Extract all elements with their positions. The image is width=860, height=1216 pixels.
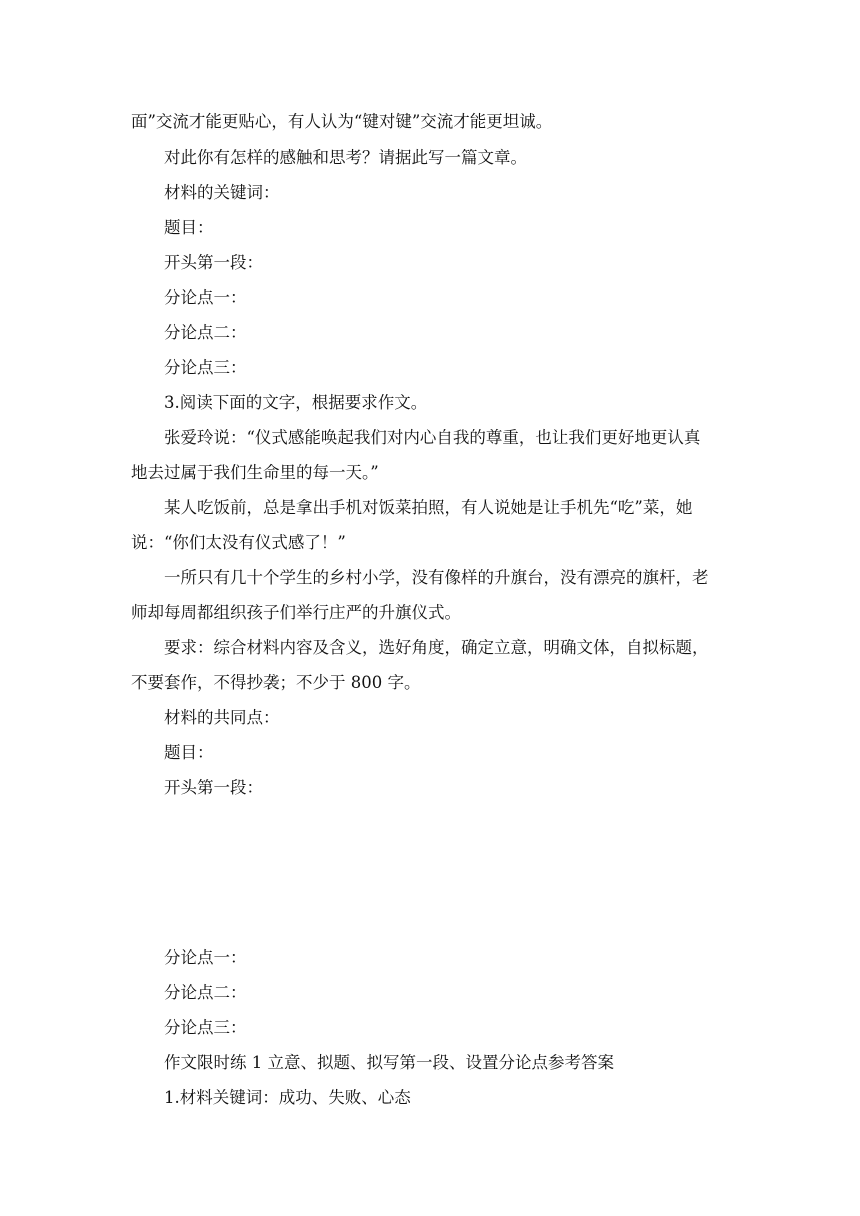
field-opening: 开头第一段： bbox=[164, 253, 263, 272]
text-line-continuation: 面”交流才能更贴心，有人认为“键对键”交流才能更坦诚。 bbox=[131, 112, 553, 131]
field-point-one: 分论点一： bbox=[164, 288, 247, 307]
prompt-question: 对此你有怎样的感触和思考？请据此写一篇文章。 bbox=[164, 148, 527, 167]
material-quote-cont: 地去过属于我们生命里的每一天。” bbox=[131, 463, 379, 482]
field-point-one-2: 分论点一： bbox=[164, 948, 247, 967]
field-point-three: 分论点三： bbox=[164, 358, 247, 377]
field-keywords: 材料的关键词： bbox=[164, 183, 280, 202]
material-school-cont: 师却每周都组织孩子们举行庄严的升旗仪式。 bbox=[131, 603, 461, 622]
field-point-three-2: 分论点三： bbox=[164, 1018, 247, 1037]
material-quote: 张爱玲说：“仪式感能唤起我们对内心自我的尊重，也让我们更好地更认真 bbox=[164, 428, 701, 447]
material-photo-cont: 说：“你们太没有仪式感了！” bbox=[131, 533, 346, 552]
field-title-2: 题目： bbox=[164, 743, 214, 762]
field-title: 题目： bbox=[164, 218, 214, 237]
requirements-cont: 不要套作，不得抄袭；不少于 800 字。 bbox=[131, 673, 421, 692]
requirements: 要求：综合材料内容及含义，选好角度，确定立意，明确文体，自拟标题， bbox=[164, 638, 709, 657]
material-school: 一所只有几十个学生的乡村小学，没有像样的升旗台，没有漂亮的旗杆，老 bbox=[164, 568, 709, 587]
question-3-heading: 3.阅读下面的文字，根据要求作文。 bbox=[164, 393, 428, 412]
answers-heading: 作文限时练 1 立意、拟题、拟写第一段、设置分论点参考答案 bbox=[164, 1053, 614, 1072]
field-common-point: 材料的共同点： bbox=[164, 708, 280, 727]
field-point-two-2: 分论点二： bbox=[164, 983, 247, 1002]
field-opening-2: 开头第一段： bbox=[164, 778, 263, 797]
field-point-two: 分论点二： bbox=[164, 323, 247, 342]
answer-1-keywords: 1.材料关键词：成功、失败、心态 bbox=[164, 1088, 411, 1107]
material-photo: 某人吃饭前，总是拿出手机对饭菜拍照，有人说她是让手机先“吃”菜，她 bbox=[164, 498, 693, 517]
